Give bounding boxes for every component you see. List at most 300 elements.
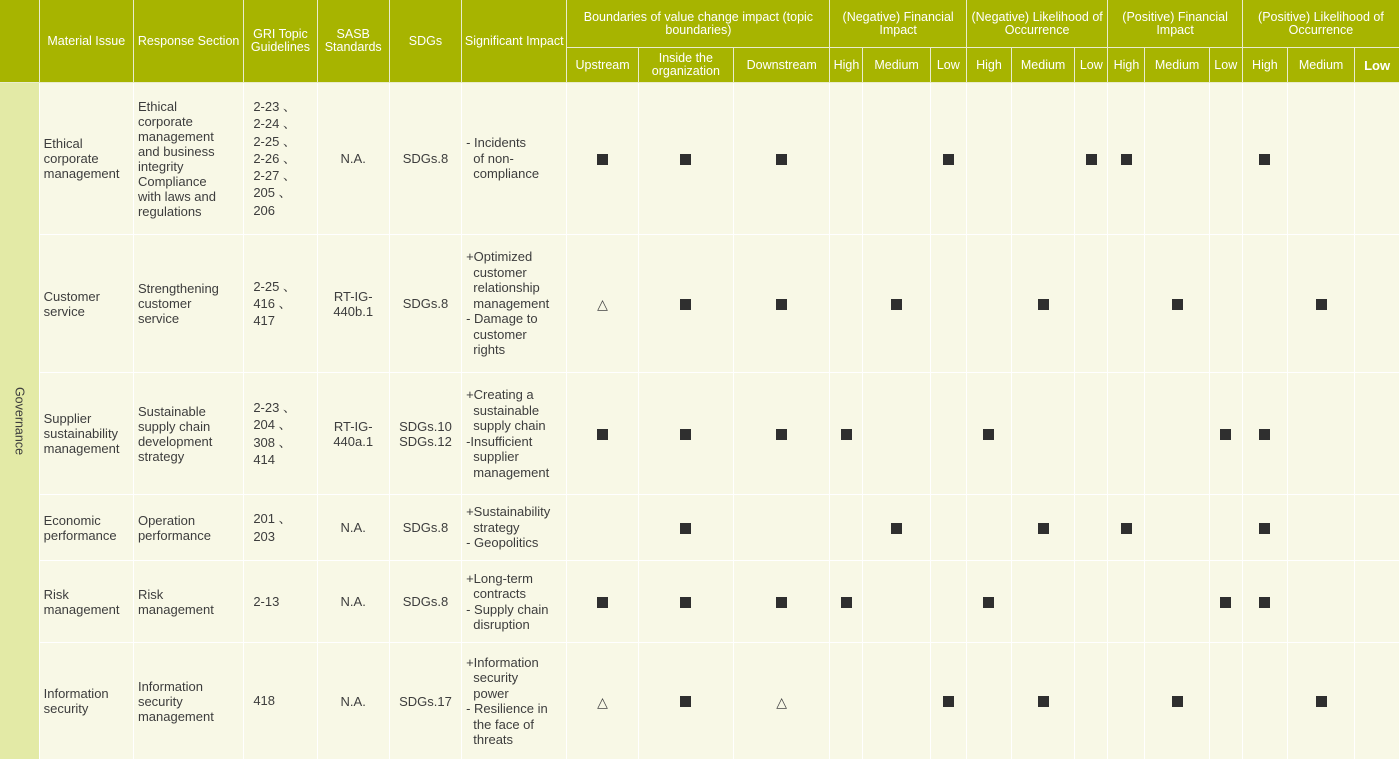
pos-fin-medium-mark-cell bbox=[1145, 495, 1209, 561]
pos-fin-high-mark-cell bbox=[1108, 561, 1145, 643]
table-body bbox=[0, 83, 1399, 760]
material-issue-cell-line: Information bbox=[43, 686, 109, 701]
downstream-mark-cell bbox=[734, 235, 830, 373]
sasb-cell bbox=[317, 643, 389, 760]
sdgs-cell-line: SDGs.10 bbox=[399, 418, 452, 434]
pos-fin-low-mark-cell bbox=[1209, 373, 1242, 495]
significant-impact-cell-line: +Creating a bbox=[466, 387, 534, 402]
filled-square-icon bbox=[1259, 429, 1270, 440]
filled-square-icon bbox=[1038, 696, 1049, 707]
sasb-cell-line: 440a.1 bbox=[333, 433, 374, 449]
pos-fin-medium-mark-cell bbox=[1145, 643, 1209, 760]
response-section-cell-line: strategy bbox=[137, 448, 185, 464]
neg-like-low-mark-cell bbox=[1075, 235, 1108, 373]
upstream-mark-cell bbox=[567, 495, 638, 561]
sdgs-cell-line: SDGs.8 bbox=[402, 594, 449, 609]
response-section-cell-line: supply chain bbox=[137, 418, 211, 434]
pos-fin-high-mark-cell bbox=[1108, 373, 1145, 495]
response-section-cell-line: and business bbox=[137, 143, 215, 159]
upstream-mark-cell bbox=[567, 561, 638, 643]
response-section-cell-line: with laws and bbox=[137, 188, 216, 204]
neg-fin-high-mark-cell bbox=[830, 235, 863, 373]
pos-like-high-mark-cell bbox=[1242, 373, 1287, 495]
neg-like-medium-header: Medium bbox=[1012, 48, 1075, 83]
category-cell bbox=[0, 83, 39, 760]
gri-cell bbox=[244, 373, 317, 495]
pos-like-low-mark-cell bbox=[1355, 373, 1399, 495]
pos-fin-medium-mark-cell bbox=[1145, 373, 1209, 495]
neg-fin-low-mark-cell bbox=[930, 561, 966, 643]
neg-fin-low-header: Low bbox=[930, 48, 966, 83]
sasb-cell-line: RT-IG- bbox=[333, 418, 373, 434]
neg-like-low-mark-cell bbox=[1075, 495, 1108, 561]
sdgs-cell-line: SDGs.8 bbox=[402, 520, 449, 535]
triangle-icon: △ bbox=[597, 296, 608, 313]
material-issue-cell-line: service bbox=[43, 303, 85, 319]
pos-like-low-mark-cell bbox=[1355, 83, 1399, 235]
filled-square-icon bbox=[680, 523, 691, 534]
gri-cell-line: 2-24 、 bbox=[253, 116, 296, 132]
downstream-header: Downstream bbox=[734, 48, 830, 83]
pos-fin-high-mark-cell bbox=[1108, 83, 1145, 235]
significant-impact-cell-line: - Supply chain bbox=[466, 601, 549, 617]
response-section-cell bbox=[133, 83, 243, 235]
significant-impact-cell-line: -Insufficient bbox=[466, 433, 533, 449]
filled-square-icon bbox=[776, 154, 787, 165]
pos-fin-high-mark-cell bbox=[1108, 643, 1145, 760]
pos-fin-low-mark-cell bbox=[1209, 643, 1242, 760]
material-issue-cell-line: performance bbox=[43, 527, 117, 543]
response-section-cell-line: Strengthening bbox=[137, 281, 219, 296]
material-issue-cell-line: Risk bbox=[43, 586, 69, 602]
sasb-cell-line: N.A. bbox=[340, 594, 366, 609]
filled-square-icon bbox=[891, 523, 902, 534]
material-issue-cell-line: security bbox=[43, 701, 89, 716]
gri-cell-line: 2-25 、 bbox=[253, 278, 296, 294]
pos-fin-low-mark-cell bbox=[1209, 495, 1242, 561]
neg-like-medium-mark-cell bbox=[1012, 83, 1075, 235]
neg-fin-high-mark-cell bbox=[830, 373, 863, 495]
neg-fin-high-mark-cell bbox=[830, 561, 863, 643]
table-header bbox=[0, 0, 1399, 83]
sdgs-header: SDGs bbox=[389, 0, 461, 83]
category-label: Governance bbox=[12, 386, 27, 456]
gri-cell-line: 417 bbox=[253, 313, 276, 329]
gri-cell-line: 203 bbox=[253, 528, 276, 544]
significant-impact-cell-line: rights bbox=[466, 342, 506, 358]
sdgs-cell bbox=[389, 373, 461, 495]
material-issue-cell-line: Customer bbox=[43, 288, 100, 304]
neg-fin-medium-mark-cell bbox=[863, 561, 930, 643]
pos-like-medium-mark-cell bbox=[1287, 561, 1354, 643]
downstream-mark-cell bbox=[734, 495, 830, 561]
table-row bbox=[0, 373, 1399, 495]
pos-fin-high-mark-cell bbox=[1108, 235, 1145, 373]
neg-like-low-mark-cell bbox=[1075, 643, 1108, 760]
pos-like-high-mark-cell bbox=[1242, 83, 1287, 235]
pos-likelihood-header: (Positive) Likelihood of Occurrence bbox=[1242, 0, 1399, 48]
filled-square-icon bbox=[680, 299, 691, 310]
sdgs-cell bbox=[389, 83, 461, 235]
material-issue-cell-line: management bbox=[43, 601, 120, 617]
pos-fin-medium-header: Medium bbox=[1145, 48, 1209, 83]
gri-cell-line: 201 、 bbox=[253, 511, 292, 527]
filled-square-icon bbox=[1038, 523, 1049, 534]
pos-like-medium-mark-cell bbox=[1287, 495, 1354, 561]
neg-like-low-mark-cell bbox=[1075, 373, 1108, 495]
significant-impact-cell-line: of non- bbox=[466, 150, 514, 166]
triangle-icon: △ bbox=[597, 693, 608, 710]
material-issue-cell bbox=[39, 83, 133, 235]
neg-like-high-mark-cell bbox=[966, 235, 1011, 373]
neg-like-medium-mark-cell bbox=[1012, 373, 1075, 495]
pos-fin-high-header: High bbox=[1108, 48, 1145, 83]
significant-impact-cell-line: customer bbox=[466, 326, 527, 342]
response-section-cell bbox=[133, 561, 243, 643]
sdgs-cell bbox=[389, 235, 461, 373]
response-section-cell-line: integrity bbox=[137, 158, 184, 174]
significant-impact-cell-line: contracts bbox=[466, 586, 527, 601]
neg-fin-high-mark-cell bbox=[830, 495, 863, 561]
response-section-cell-line: Ethical bbox=[137, 98, 177, 114]
neg-fin-medium-header: Medium bbox=[863, 48, 930, 83]
filled-square-icon bbox=[1172, 696, 1183, 707]
significant-impact-cell-line: - Resilience in bbox=[466, 701, 548, 716]
pos-like-medium-mark-cell bbox=[1287, 643, 1354, 760]
sdgs-cell bbox=[389, 643, 461, 760]
neg-fin-medium-mark-cell bbox=[863, 373, 930, 495]
response-section-cell-line: management bbox=[137, 128, 214, 144]
gri-cell-line: 2-27 、 bbox=[253, 168, 296, 184]
significant-impact-cell-line: disruption bbox=[466, 617, 530, 632]
filled-square-icon bbox=[1086, 154, 1097, 165]
material-issue-cell bbox=[39, 561, 133, 643]
inside-org-mark-cell bbox=[638, 561, 733, 643]
gri-cell-line: 2-23 、 bbox=[253, 98, 296, 114]
neg-like-high-mark-cell bbox=[966, 561, 1011, 643]
neg-financial-header: (Negative) Financial Impact bbox=[830, 0, 966, 48]
pos-like-low-mark-cell bbox=[1355, 561, 1399, 643]
upstream-mark-cell bbox=[567, 83, 638, 235]
pos-fin-medium-mark-cell bbox=[1145, 235, 1209, 373]
pos-fin-medium-mark-cell bbox=[1145, 561, 1209, 643]
response-section-cell-line: management bbox=[137, 601, 214, 617]
neg-like-high-mark-cell bbox=[966, 373, 1011, 495]
sdgs-cell bbox=[389, 561, 461, 643]
significant-impact-cell bbox=[462, 561, 567, 643]
significant-impact-cell-line: management bbox=[466, 464, 550, 480]
significant-impact-cell-line: relationship bbox=[466, 280, 540, 296]
gri-cell-line: 416 、 bbox=[253, 295, 292, 311]
gri-cell-line: 2-25 、 bbox=[253, 133, 296, 149]
response-section-cell-line: Risk bbox=[137, 586, 164, 602]
pos-like-low-mark-cell bbox=[1355, 643, 1399, 760]
sasb-cell bbox=[317, 373, 389, 495]
material-issue-cell bbox=[39, 495, 133, 561]
triangle-icon: △ bbox=[776, 693, 788, 710]
sdgs-cell-line: SDGs.12 bbox=[399, 433, 452, 449]
pos-like-high-mark-cell bbox=[1242, 495, 1287, 561]
gri-cell-line: 308 、 bbox=[253, 434, 292, 450]
neg-like-high-mark-cell bbox=[966, 83, 1011, 235]
material-issue-cell bbox=[39, 643, 133, 760]
significant-impact-cell bbox=[462, 83, 567, 235]
sasb-cell bbox=[317, 561, 389, 643]
gri-cell bbox=[244, 83, 317, 235]
filled-square-icon bbox=[680, 696, 691, 707]
table-row bbox=[0, 643, 1399, 760]
neg-fin-medium-mark-cell bbox=[863, 83, 930, 235]
significant-impact-cell-line: +Information bbox=[466, 654, 539, 670]
table-row bbox=[0, 495, 1399, 561]
pos-financial-header: (Positive) Financial Impact bbox=[1108, 0, 1242, 48]
filled-square-icon bbox=[943, 696, 954, 707]
gri-cell-line: 206 bbox=[253, 202, 276, 218]
sasb-cell-line: N.A. bbox=[340, 520, 366, 535]
significant-impact-cell-line: - Geopolitics bbox=[466, 535, 539, 551]
filled-square-icon bbox=[943, 154, 954, 165]
significant-impact-cell-line: sustainable bbox=[466, 402, 540, 418]
response-section-cell-line: performance bbox=[137, 527, 211, 543]
significant-impact-cell-line: supply chain bbox=[466, 418, 546, 433]
filled-square-icon bbox=[776, 597, 787, 608]
filled-square-icon bbox=[1172, 299, 1183, 310]
pos-fin-low-mark-cell bbox=[1209, 235, 1242, 373]
response-section-cell-line: service bbox=[137, 311, 180, 326]
inside-org-mark-cell bbox=[638, 83, 733, 235]
downstream-mark-cell bbox=[734, 643, 830, 760]
significant-impact-cell bbox=[462, 643, 567, 760]
filled-square-icon bbox=[597, 597, 608, 608]
significant-impact-cell-line: - Damage to bbox=[466, 311, 538, 327]
significant-impact-header: Significant Impact bbox=[462, 0, 567, 83]
filled-square-icon bbox=[841, 597, 852, 608]
neg-like-high-mark-cell bbox=[966, 495, 1011, 561]
response-section-cell-line: corporate bbox=[137, 113, 193, 129]
significant-impact-cell-line: customer bbox=[466, 264, 527, 280]
material-issue-cell-line: sustainability bbox=[43, 426, 119, 441]
inside-org-header: Inside the organization bbox=[638, 48, 733, 83]
neg-fin-low-mark-cell bbox=[930, 373, 966, 495]
pos-like-high-mark-cell bbox=[1242, 235, 1287, 373]
sasb-cell-line: N.A. bbox=[340, 151, 366, 166]
significant-impact-cell-line: power bbox=[466, 685, 509, 701]
material-issue-cell-line: management bbox=[43, 441, 120, 456]
inside-org-mark-cell bbox=[638, 495, 733, 561]
neg-like-low-mark-cell bbox=[1075, 561, 1108, 643]
response-section-cell-line: Sustainable bbox=[137, 403, 206, 419]
pos-like-medium-mark-cell bbox=[1287, 83, 1354, 235]
significant-impact-cell-line: +Long-term bbox=[466, 570, 533, 586]
upstream-mark-cell bbox=[567, 643, 638, 760]
downstream-mark-cell bbox=[734, 373, 830, 495]
response-section-cell bbox=[133, 643, 243, 760]
sasb-cell bbox=[317, 495, 389, 561]
gri-cell-line: 2-26 、 bbox=[253, 150, 296, 166]
neg-fin-medium-mark-cell bbox=[863, 495, 930, 561]
neg-like-high-header: High bbox=[966, 48, 1011, 83]
response-section-cell bbox=[133, 235, 243, 373]
significant-impact-cell bbox=[462, 235, 567, 373]
material-issue-cell-line: management bbox=[43, 166, 120, 181]
significant-impact-cell-line: compliance bbox=[466, 166, 540, 182]
neg-like-medium-mark-cell bbox=[1012, 643, 1075, 760]
significant-impact-cell-line: security bbox=[466, 670, 519, 685]
material-issue-cell bbox=[39, 373, 133, 495]
significant-impact-cell-line: management bbox=[466, 295, 550, 311]
neg-fin-high-header: High bbox=[830, 48, 863, 83]
pos-like-high-header: High bbox=[1242, 48, 1287, 83]
significant-impact-cell-line: +Sustainability bbox=[466, 504, 551, 520]
response-section-cell-line: regulations bbox=[137, 203, 202, 219]
gri-cell bbox=[244, 643, 317, 760]
neg-like-low-mark-cell bbox=[1075, 83, 1108, 235]
pos-like-low-mark-cell bbox=[1355, 495, 1399, 561]
table-row bbox=[0, 83, 1399, 235]
neg-fin-low-mark-cell bbox=[930, 643, 966, 760]
filled-square-icon bbox=[1220, 597, 1231, 608]
filled-square-icon bbox=[841, 429, 852, 440]
neg-fin-high-mark-cell bbox=[830, 83, 863, 235]
inside-org-mark-cell bbox=[638, 643, 733, 760]
response-section-cell-line: development bbox=[137, 433, 213, 449]
table-row bbox=[0, 235, 1399, 373]
pos-fin-low-mark-cell bbox=[1209, 561, 1242, 643]
filled-square-icon bbox=[1259, 597, 1270, 608]
filled-square-icon bbox=[680, 597, 691, 608]
neg-fin-high-mark-cell bbox=[830, 643, 863, 760]
significant-impact-cell-line: supplier bbox=[466, 449, 519, 464]
pos-like-high-mark-cell bbox=[1242, 561, 1287, 643]
upstream-mark-cell bbox=[567, 235, 638, 373]
gri-cell bbox=[244, 561, 317, 643]
neg-like-high-mark-cell bbox=[966, 643, 1011, 760]
material-issue-cell-line: Supplier bbox=[43, 411, 92, 426]
neg-fin-medium-mark-cell bbox=[863, 235, 930, 373]
category-header bbox=[0, 0, 39, 83]
material-issue-header: Material Issue bbox=[39, 0, 133, 83]
pos-fin-low-header: Low bbox=[1209, 48, 1242, 83]
filled-square-icon bbox=[776, 429, 787, 440]
filled-square-icon bbox=[1316, 299, 1327, 310]
sdgs-cell-line: SDGs.8 bbox=[402, 296, 449, 311]
neg-fin-low-mark-cell bbox=[930, 235, 966, 373]
response-section-cell-line: management bbox=[137, 708, 214, 724]
filled-square-icon bbox=[983, 597, 994, 608]
material-issue-cell-line: Economic bbox=[43, 512, 101, 528]
neg-like-low-header: Low bbox=[1075, 48, 1108, 83]
gri-cell bbox=[244, 495, 317, 561]
upstream-mark-cell bbox=[567, 373, 638, 495]
significant-impact-cell-line: +Optimized bbox=[466, 249, 533, 265]
neg-fin-low-mark-cell bbox=[930, 495, 966, 561]
sdgs-cell-line: SDGs.8 bbox=[402, 151, 449, 166]
boundaries-header: Boundaries of value change impact (topic boundaries) bbox=[567, 0, 830, 48]
sasb-header: SASB Standards bbox=[317, 0, 389, 83]
material-issue-cell bbox=[39, 235, 133, 373]
sasb-cell-line: N.A. bbox=[340, 693, 366, 709]
neg-fin-medium-mark-cell bbox=[863, 643, 930, 760]
response-section-cell-line: security bbox=[137, 693, 183, 709]
gri-cell-line: 418 bbox=[253, 693, 276, 709]
response-section-cell-line: Information bbox=[137, 678, 203, 694]
sasb-cell bbox=[317, 83, 389, 235]
filled-square-icon bbox=[597, 154, 608, 165]
gri-cell bbox=[244, 235, 317, 373]
response-section-cell-line: Operation bbox=[137, 512, 196, 528]
filled-square-icon bbox=[1220, 429, 1231, 440]
filled-square-icon bbox=[1316, 696, 1327, 707]
neg-like-medium-mark-cell bbox=[1012, 235, 1075, 373]
response-section-cell bbox=[133, 495, 243, 561]
sdgs-cell-line: SDGs.17 bbox=[399, 693, 452, 709]
pos-like-medium-mark-cell bbox=[1287, 373, 1354, 495]
filled-square-icon bbox=[983, 429, 994, 440]
sasb-cell bbox=[317, 235, 389, 373]
gri-cell-line: 205 、 bbox=[253, 185, 292, 201]
significant-impact-cell bbox=[462, 373, 567, 495]
filled-square-icon bbox=[776, 299, 787, 310]
response-section-cell bbox=[133, 373, 243, 495]
response-section-header: Response Section bbox=[133, 0, 243, 83]
downstream-mark-cell bbox=[734, 561, 830, 643]
pos-like-medium-header: Medium bbox=[1287, 48, 1354, 83]
sdgs-cell bbox=[389, 495, 461, 561]
gri-cell-line: 2-13 bbox=[253, 593, 280, 609]
pos-like-low-header: Low bbox=[1355, 48, 1399, 83]
filled-square-icon bbox=[891, 299, 902, 310]
neg-fin-low-mark-cell bbox=[930, 83, 966, 235]
gri-cell-line: 2-23 、 bbox=[253, 399, 296, 415]
significant-impact-cell-line: - Incidents bbox=[466, 135, 527, 151]
neg-like-medium-mark-cell bbox=[1012, 495, 1075, 561]
response-section-cell-line: customer bbox=[137, 296, 192, 311]
sasb-cell-line: RT-IG- bbox=[333, 288, 373, 304]
upstream-header: Upstream bbox=[567, 48, 638, 83]
material-issue-cell-line: Ethical bbox=[43, 136, 83, 151]
pos-like-high-mark-cell bbox=[1242, 643, 1287, 760]
significant-impact-cell-line: strategy bbox=[466, 519, 520, 535]
pos-fin-medium-mark-cell bbox=[1145, 83, 1209, 235]
gri-header: GRI Topic Guidelines bbox=[244, 0, 317, 83]
neg-like-medium-mark-cell bbox=[1012, 561, 1075, 643]
pos-fin-high-mark-cell bbox=[1108, 495, 1145, 561]
filled-square-icon bbox=[1259, 523, 1270, 534]
significant-impact-cell bbox=[462, 495, 567, 561]
inside-org-mark-cell bbox=[638, 235, 733, 373]
table-row bbox=[0, 561, 1399, 643]
filled-square-icon bbox=[680, 154, 691, 165]
filled-square-icon bbox=[680, 429, 691, 440]
filled-square-icon bbox=[1121, 523, 1132, 534]
material-issue-cell-line: corporate bbox=[43, 151, 99, 166]
downstream-mark-cell bbox=[734, 83, 830, 235]
significant-impact-cell-line: threats bbox=[466, 732, 514, 747]
sasb-cell-line: 440b.1 bbox=[333, 303, 374, 319]
significant-impact-cell-line: the face of bbox=[466, 716, 535, 732]
filled-square-icon bbox=[1038, 299, 1049, 310]
filled-square-icon bbox=[1121, 154, 1132, 165]
filled-square-icon bbox=[1259, 154, 1270, 165]
gri-cell-line: 204 、 bbox=[253, 417, 292, 433]
neg-likelihood-header: (Negative) Likelihood of Occurrence bbox=[966, 0, 1108, 48]
inside-org-mark-cell bbox=[638, 373, 733, 495]
gri-cell-line: 414 bbox=[253, 451, 276, 467]
pos-like-low-mark-cell bbox=[1355, 235, 1399, 373]
pos-like-medium-mark-cell bbox=[1287, 235, 1354, 373]
response-section-cell-line: Compliance bbox=[137, 173, 207, 189]
pos-fin-low-mark-cell bbox=[1209, 83, 1242, 235]
